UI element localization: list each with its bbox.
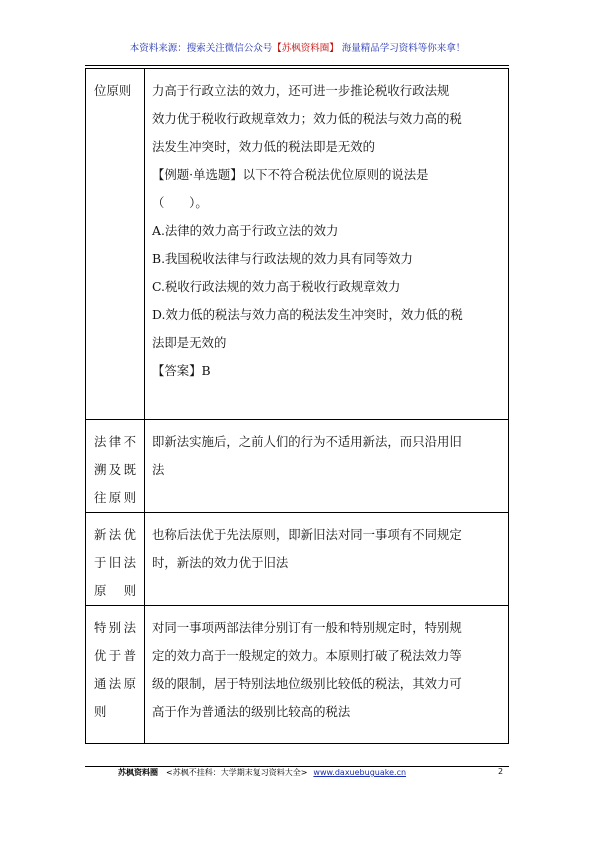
description-line: 【例题·单选题】以下不符合税法优位原则的说法是 [152, 167, 429, 182]
description-line: 对同一事项两部法律分别订有一般和特别规定时，特别规 [152, 620, 462, 635]
principle-name [86, 420, 145, 513]
principles-table [85, 68, 509, 744]
footer-link[interactable]: www.daxuebuguake.cn [313, 768, 407, 777]
footer-text [118, 767, 406, 778]
principle-name [86, 69, 145, 420]
header-brand: 【苏枫资料圈】 [272, 43, 339, 54]
description-line: 时，新法的效力优于旧法 [152, 555, 289, 570]
description-line: 力高于行政立法的效力，还可进一步推论税收行政法规 [152, 83, 450, 98]
footer-brand: 苏枫资料圈 [118, 768, 158, 777]
description-line: 法 [152, 462, 165, 477]
table-row [86, 606, 509, 744]
description-line: 即新法实施后，之前人们的行为不适用新法，而只沿用旧 [152, 434, 462, 449]
description-line: A.法律的效力高于行政立法的效力 [152, 223, 339, 238]
table-row [86, 513, 509, 606]
description-line: 高于作为普通法的级别比较高的税法 [152, 704, 351, 719]
principle-name-line: 溯及既 [94, 462, 136, 477]
description-line: 级的限制，居于特别法地位级别比较低的税法，其效力可 [152, 676, 462, 691]
principle-description [145, 513, 509, 606]
table-row [86, 69, 509, 420]
header-prefix: 本资料来源：搜索关注微信公众号 [129, 43, 273, 54]
description-line: C.税收行政法规的效力高于税收行政规章效力 [152, 279, 401, 294]
principle-name-line: 特别法 [94, 620, 136, 635]
principle-name [86, 606, 145, 744]
description-line: 也称后法优于先法原则，即新旧法对同一事项有不同规定 [152, 527, 462, 542]
principle-name-line: 法律不 [94, 434, 136, 449]
principle-description [145, 606, 509, 744]
description-line: B.我国税收法律与行政法规的效力具有同等效力 [152, 251, 413, 266]
principle-name-line: 往原则 [94, 490, 136, 505]
principle-name-line: 新法优 [94, 527, 136, 542]
header-suffix: 海量精品学习资料等你来拿！ [341, 43, 466, 54]
footer-description: <苏枫不挂科：大学期末复习资料大全> [166, 768, 308, 777]
description-line: （ ）。 [152, 195, 208, 210]
description-line: 定的效力高于一般规定的效力。本原则打破了税法效力等 [152, 648, 462, 663]
source-header [0, 40, 595, 54]
principle-name-line: 位原则 [94, 83, 132, 98]
principle-description [145, 420, 509, 513]
description-line: 法即是无效的 [152, 335, 227, 350]
principle-name-line: 于旧法 [94, 555, 136, 570]
description-line: 【答案】B [152, 363, 211, 378]
page-number: 2 [498, 767, 504, 776]
header-rule [85, 65, 509, 66]
principle-name-line: 优于普 [94, 648, 136, 663]
description-line: 法发生冲突时，效力低的税法即是无效的 [152, 139, 376, 154]
table-row [86, 420, 509, 513]
principle-name-line: 通法原 [94, 676, 136, 691]
description-line: D.效力低的税法与效力高的税法发生冲突时，效力低的税 [152, 307, 463, 322]
principle-name-line: 原则 [94, 583, 136, 598]
table-body [86, 69, 509, 744]
description-line: 效力优于税收行政规章效力；效力低的税法与效力高的税 [152, 111, 462, 126]
principle-name [86, 513, 145, 606]
principle-description [145, 69, 509, 420]
principle-name-line: 则 [94, 704, 107, 719]
